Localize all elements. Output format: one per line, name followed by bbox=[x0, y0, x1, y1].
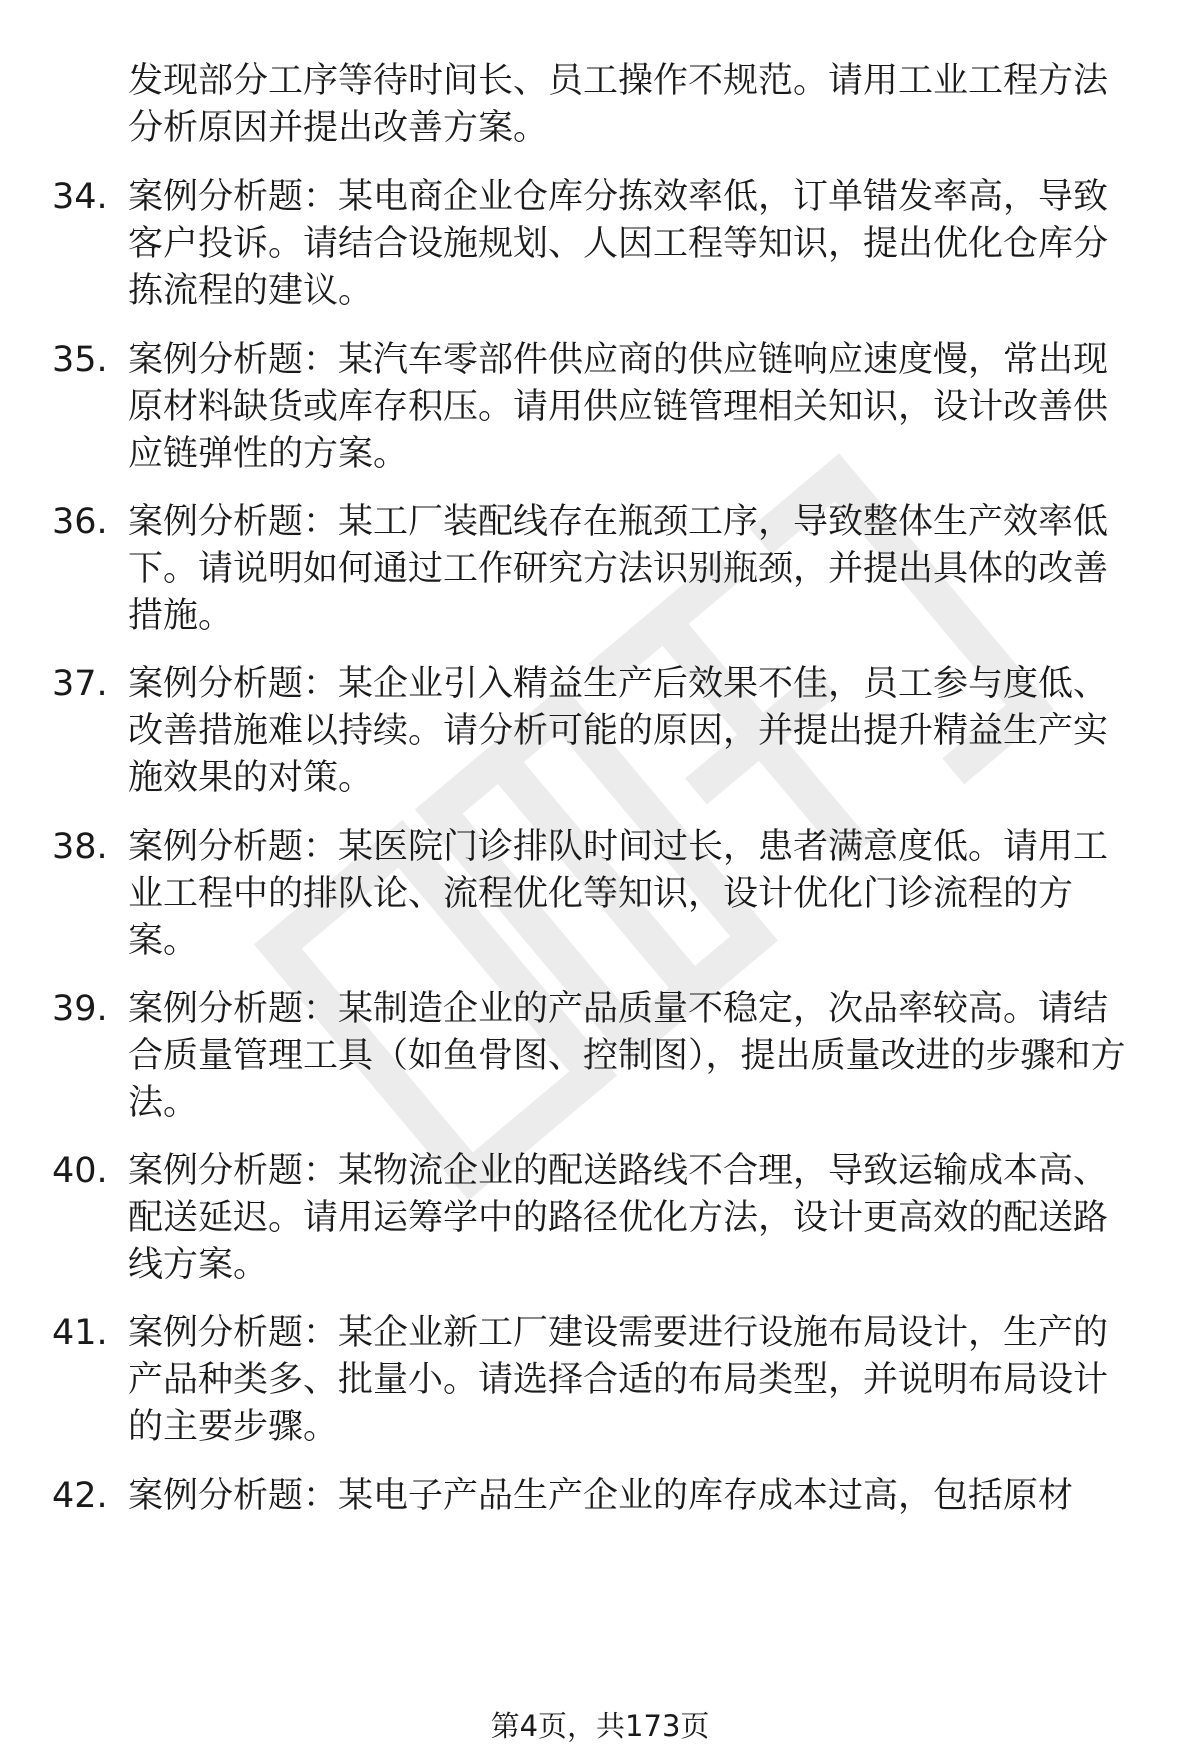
question-number: 40. bbox=[52, 1151, 108, 1191]
question-text: 案例分析题：某医院门诊排队时间过长，患者满意度低。请用工业工程中的排队论、流程优化等知识，设计优化门诊流程的方案。 bbox=[128, 827, 1109, 961]
question-text: 案例分析题：某电子产品生产企业的库存成本过高，包括原材 bbox=[128, 1476, 1074, 1516]
question-text: 案例分析题：某企业引入精益生产后效果不佳，员工参与度低、改善措施难以持续。请分析可能的原因，并提出提升精益生产实施效果的对策。 bbox=[128, 664, 1109, 798]
question-number: 38. bbox=[52, 827, 108, 867]
question-text: 案例分析题：某汽车零部件供应商的供应链响应速度慢，常出现原材料缺货或库存积压。请用供应链管理相关知识，设计改善供应链弹性的方案。 bbox=[128, 340, 1109, 474]
question-text: 案例分析题：某电商企业仓库分拣效率低，订单错发率高，导致客户投诉。请结合设施规划、人因工程等知识，提出优化仓库分拣流程的建议。 bbox=[128, 177, 1109, 311]
question-number: 42. bbox=[52, 1476, 108, 1516]
page-number-footer: 第4页，共173页 bbox=[490, 1709, 710, 1743]
question-number: 41. bbox=[52, 1313, 108, 1353]
question-number: 37. bbox=[52, 664, 108, 704]
question-text: 案例分析题：某物流企业的配送路线不合理，导致运输成本高、配送延迟。请用运筹学中的路径优化方法，设计更高效的配送路线方案。 bbox=[128, 1151, 1109, 1285]
question-number: 36. bbox=[52, 502, 108, 542]
question-text: 案例分析题：某企业新工厂建设需要进行设施布局设计，生产的产品种类多、批量小。请选择合适的布局类型，并说明布局设计的主要步骤。 bbox=[128, 1313, 1109, 1447]
question-number: 34. bbox=[52, 177, 108, 217]
question-33-continuation: 发现部分工序等待时间长、员工操作不规范。请用工业工程方法分析原因并提出改善方案。 bbox=[128, 61, 1109, 148]
question-number: 39. bbox=[52, 989, 108, 1029]
question-text: 案例分析题：某制造企业的产品质量不稳定，次品率较高。请结合质量管理工具（如鱼骨图、控制图），提出质量改进的步骤和方法。 bbox=[128, 989, 1126, 1123]
question-number: 35. bbox=[52, 340, 108, 380]
question-text: 案例分析题：某工厂装配线存在瓶颈工序，导致整体生产效率低下。请说明如何通过工作研究方法识别瓶颈，并提出具体的改善措施。 bbox=[128, 502, 1109, 636]
